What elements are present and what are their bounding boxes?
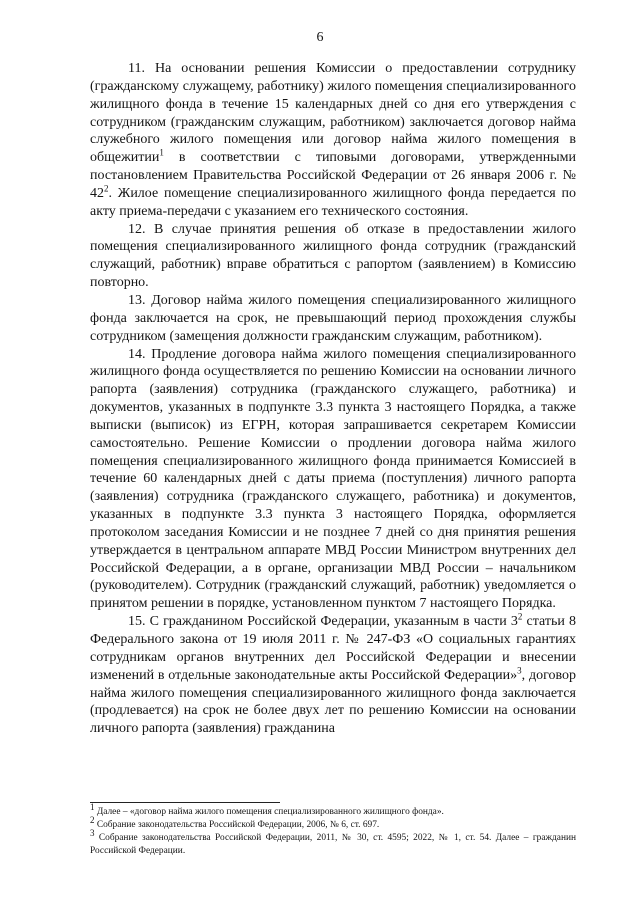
- footnotes: [90, 801, 576, 858]
- footnote-ref: 2: [104, 183, 109, 194]
- document-body: [90, 60, 576, 738]
- footnote-text: Далее – «договор найма жилого помещения специализированного жилищного фонда».: [94, 807, 444, 817]
- footnote-mark: 2: [90, 814, 95, 825]
- footnote-mark: 1: [90, 801, 95, 812]
- paragraph-11: [90, 60, 576, 221]
- paragraph-14: 14. Продление договора найма жилого помещения специализированного жилищного фонда осуществляется по решению Комиссии на основании личного рапорта (заявления) сотрудника (гражданского служащего, работника) и документов, указанных в подпункте 3.3 пункта 3 настоящего Порядка, а также выписки (выписок) из ЕГРН, которая запрашивается секретарем Комиссии самостоятельно. Решение Комиссии о продлении договора найма жилого помещения специализированного жилищного фонда принимается Комиссией в течение 60 календарных дней с даты приема (поступления) личного рапорта (заявления) сотрудника (гражданского служащего, работника) и документов, указанных в подпункте 3.3 пункта 3 настоящего Порядка, оформляется протоколом заседания Комиссии и не позднее 7 дней со дня принятия решения утверждается в центральном аппарате МВД России Министром внутренних дел Российской Федерации, а в органе, организации МВД России – начальником (руководителем). Сотрудник (гражданский служащий, работник) уведомляется о принятом решении в порядке, установленном пунктом 7 настоящего Порядка.: [90, 346, 576, 612]
- footnote-2: [90, 814, 576, 832]
- paragraph-15: [90, 613, 576, 738]
- paragraph-13: 13. Договор найма жилого помещения специализированного жилищного фонда заключается на срок, не превышающий период прохождения службы сотрудником (замещения должности гражданским служащим, работником).: [90, 292, 576, 344]
- paragraph-12: 12. В случае принятия решения об отказе в предоставлении жилого помещения специализированного жилищного фонда сотрудник (гражданский служащий, работник) вправе обратиться с рапортом (заявлением) в Комиссию повторно.: [90, 221, 576, 291]
- footnote-text: Собрание законодательства Российской Федерации, 2011, № 30, ст. 4595; 2022, № 1, ст. 54. Далее – гражданин Российской Федерации.: [90, 833, 576, 856]
- footnote-ref: 3: [517, 665, 522, 676]
- paragraph-text: в соответствии с типовыми договорами, утвержденными постановлением Правительства Российской Федерации от 26 января 2006 г. № 42: [90, 150, 576, 201]
- paragraph-text: , договор найма жилого помещения специализированного жилищного фонда заключается (продлевается) на срок не более двух лет по решению Комиссии на основании личного рапорта (заявления) гражданина: [90, 667, 576, 737]
- footnote-3: [90, 827, 576, 858]
- footnote-text: Собрание законодательства Российской Федерации, 2006, № 6, ст. 697.: [94, 820, 380, 830]
- footnote-1: [90, 801, 576, 819]
- page-number: 6: [316, 30, 324, 45]
- paragraph-text: 11. На основании решения Комиссии о предоставлении сотруднику (гражданскому служащему, работнику) жилого помещения специализированного жилищного фонда в течение 15 календарных дней со дня его утверждения с сотрудником (гражданским служащим, работником) заключается договор найма служебного жилого помещения или договор найма жилого помещения в общежитии: [90, 61, 576, 166]
- footnote-divider: [90, 802, 280, 803]
- footnote-mark: 3: [90, 827, 95, 838]
- paragraph-text: . Жилое помещение специализированного жилищного фонда передается по акту приема-передачи с указанием его технического состояния.: [90, 185, 576, 219]
- paragraph-text: статьи 8 Федерального закона от 19 июля 2011 г. № 247-ФЗ «О социальных гарантиях сотрудникам органов внутренних дел Российской Федерации и внесении изменений в отдельные законодательные акты Российской Федерации»: [90, 614, 576, 683]
- superscript-part: 2: [517, 611, 523, 622]
- paragraph-text: 15. С гражданином Российской Федерации, указанным в части 3: [128, 614, 518, 630]
- footnote-ref: 1: [159, 147, 164, 158]
